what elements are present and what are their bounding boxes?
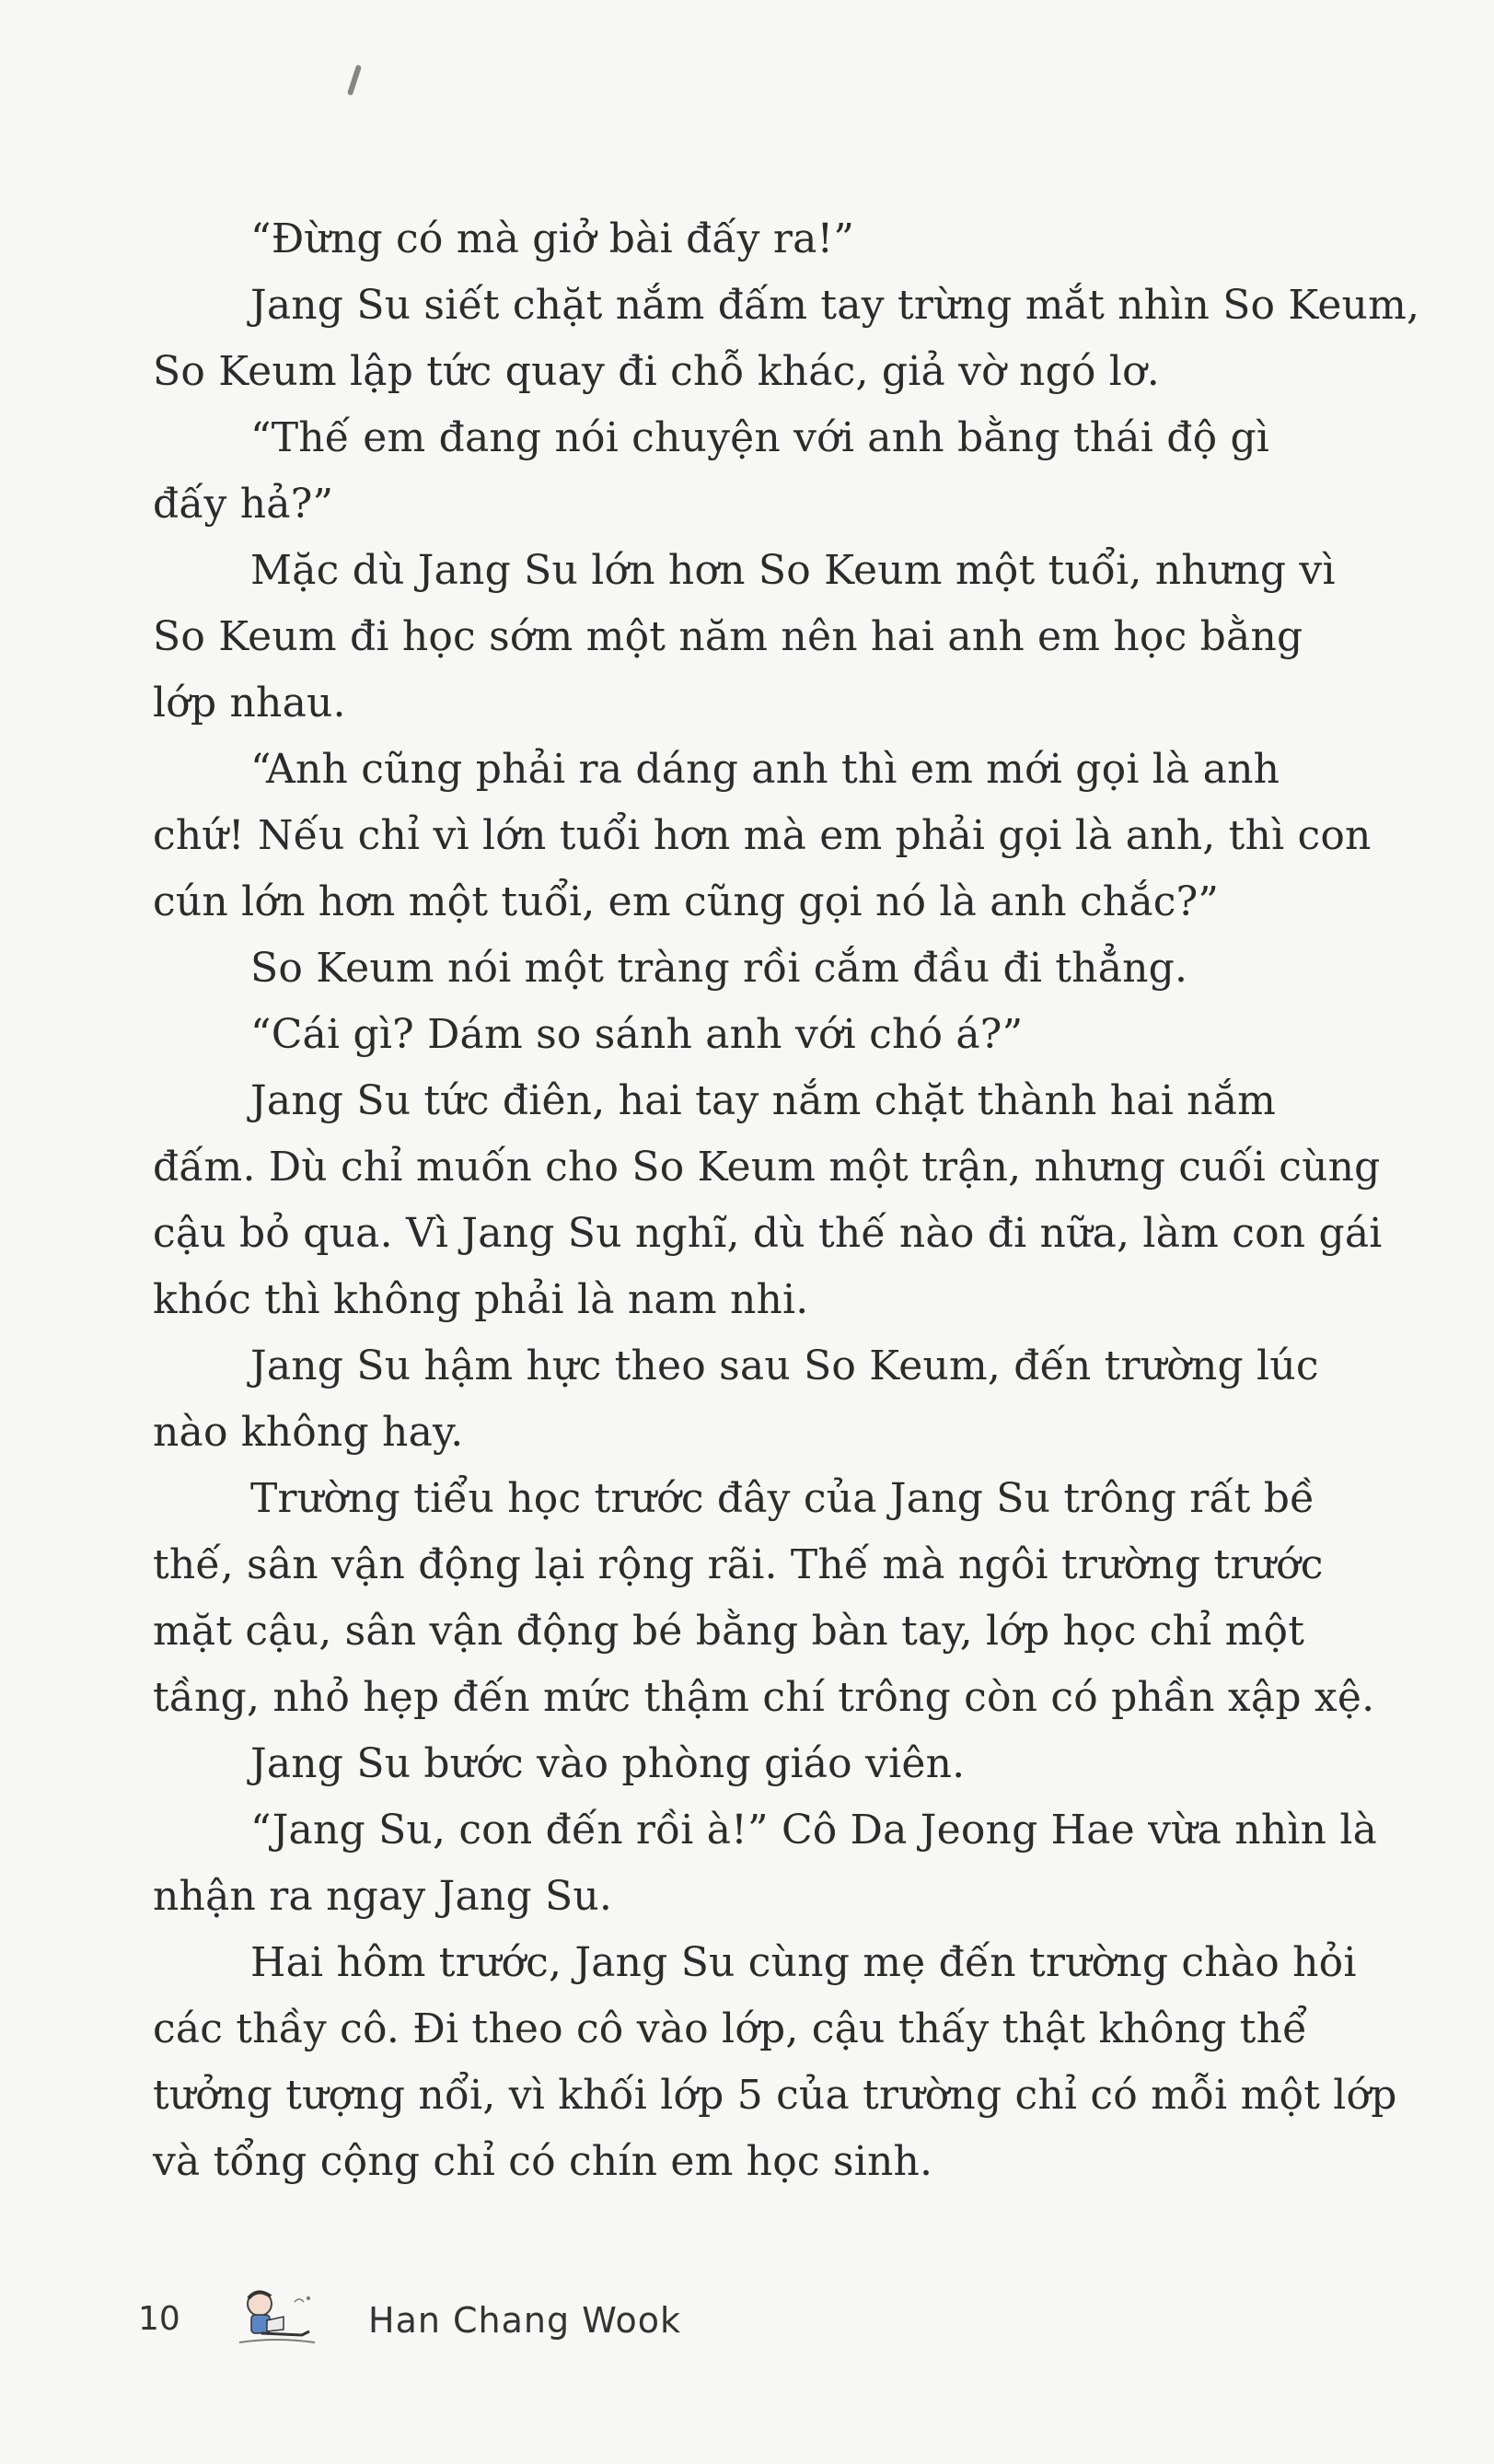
text-line: tầng, nhỏ hẹp đến mức thậm chí trông còn có phần xập xệ. (153, 1674, 1375, 1721)
text-line: Mặc dù Jang Su lớn hơn So Keum một tuổi, nhưng vì (250, 547, 1336, 594)
text-line: Jang Su siết chặt nắm đấm tay trừng mắt nhìn So Keum, (250, 282, 1420, 329)
page-footer (138, 2282, 782, 2365)
text-line: “Thế em đang nói chuyện với anh bằng thái độ gì (250, 414, 1270, 461)
text-line: các thầy cô. Đi theo cô vào lớp, cậu thấy thật không thể (153, 2005, 1308, 2052)
ink-mark (347, 64, 362, 96)
text-line: chứ! Nếu chỉ vì lớn tuổi hơn mà em phải gọi là anh, thì con (153, 812, 1372, 859)
author-name: Han Chang Wook (368, 2300, 682, 2341)
text-line: “Jang Su, con đến rồi à!” Cô Da Jeong Hae vừa nhìn là (250, 1807, 1378, 1854)
text-line: “Đừng có mà giở bài đấy ra!” (250, 215, 855, 262)
text-line: nào không hay. (153, 1409, 464, 1456)
text-line: cún lớn hơn một tuổi, em cũng gọi nó là anh chắc?” (153, 878, 1220, 925)
text-line: Jang Su tức điên, hai tay nắm chặt thành hai nắm (250, 1077, 1277, 1124)
text-line: lớp nhau. (153, 680, 346, 726)
text-line: Jang Su bước vào phòng giáo viên. (250, 1740, 966, 1787)
text-line: So Keum nói một tràng rồi cắm đầu đi thẳng. (250, 945, 1188, 992)
boy-reading-icon (230, 2282, 322, 2355)
text-line: “Cái gì? Dám so sánh anh với chó á?” (250, 1011, 1024, 1058)
page-number: 10 (138, 2300, 180, 2338)
text-line: thế, sân vận động lại rộng rãi. Thế mà ngôi trường trước (153, 1541, 1324, 1588)
text-line: và tổng cộng chỉ có chín em học sinh. (153, 2138, 933, 2185)
text-line: tưởng tượng nổi, vì khối lớp 5 của trường chỉ có mỗi một lớp (153, 2072, 1397, 2119)
text-line: “Anh cũng phải ra dáng anh thì em mới gọi là anh (250, 746, 1280, 793)
text-line: Hai hôm trước, Jang Su cùng mẹ đến trường chào hỏi (250, 1939, 1357, 1986)
text-line: Trường tiểu học trước đây của Jang Su trông rất bề (250, 1475, 1315, 1522)
text-line: Jang Su hậm hực theo sau So Keum, đến trường lúc (250, 1342, 1319, 1389)
text-line: cậu bỏ qua. Vì Jang Su nghĩ, dù thế nào đi nữa, làm con gái (153, 1210, 1383, 1257)
text-line: So Keum lập tức quay đi chỗ khác, giả vờ ngó lơ. (153, 348, 1160, 395)
text-line: mặt cậu, sân vận động bé bằng bàn tay, lớp học chỉ một (153, 1608, 1305, 1655)
text-line: So Keum đi học sớm một năm nên hai anh em học bằng (153, 613, 1303, 660)
text-line: nhận ra ngay Jang Su. (153, 1873, 613, 1920)
text-line: đấy hả?” (153, 481, 334, 528)
text-line: đấm. Dù chỉ muốn cho So Keum một trận, nhưng cuối cùng (153, 1144, 1381, 1191)
text-line: khóc thì không phải là nam nhi. (153, 1276, 809, 1323)
